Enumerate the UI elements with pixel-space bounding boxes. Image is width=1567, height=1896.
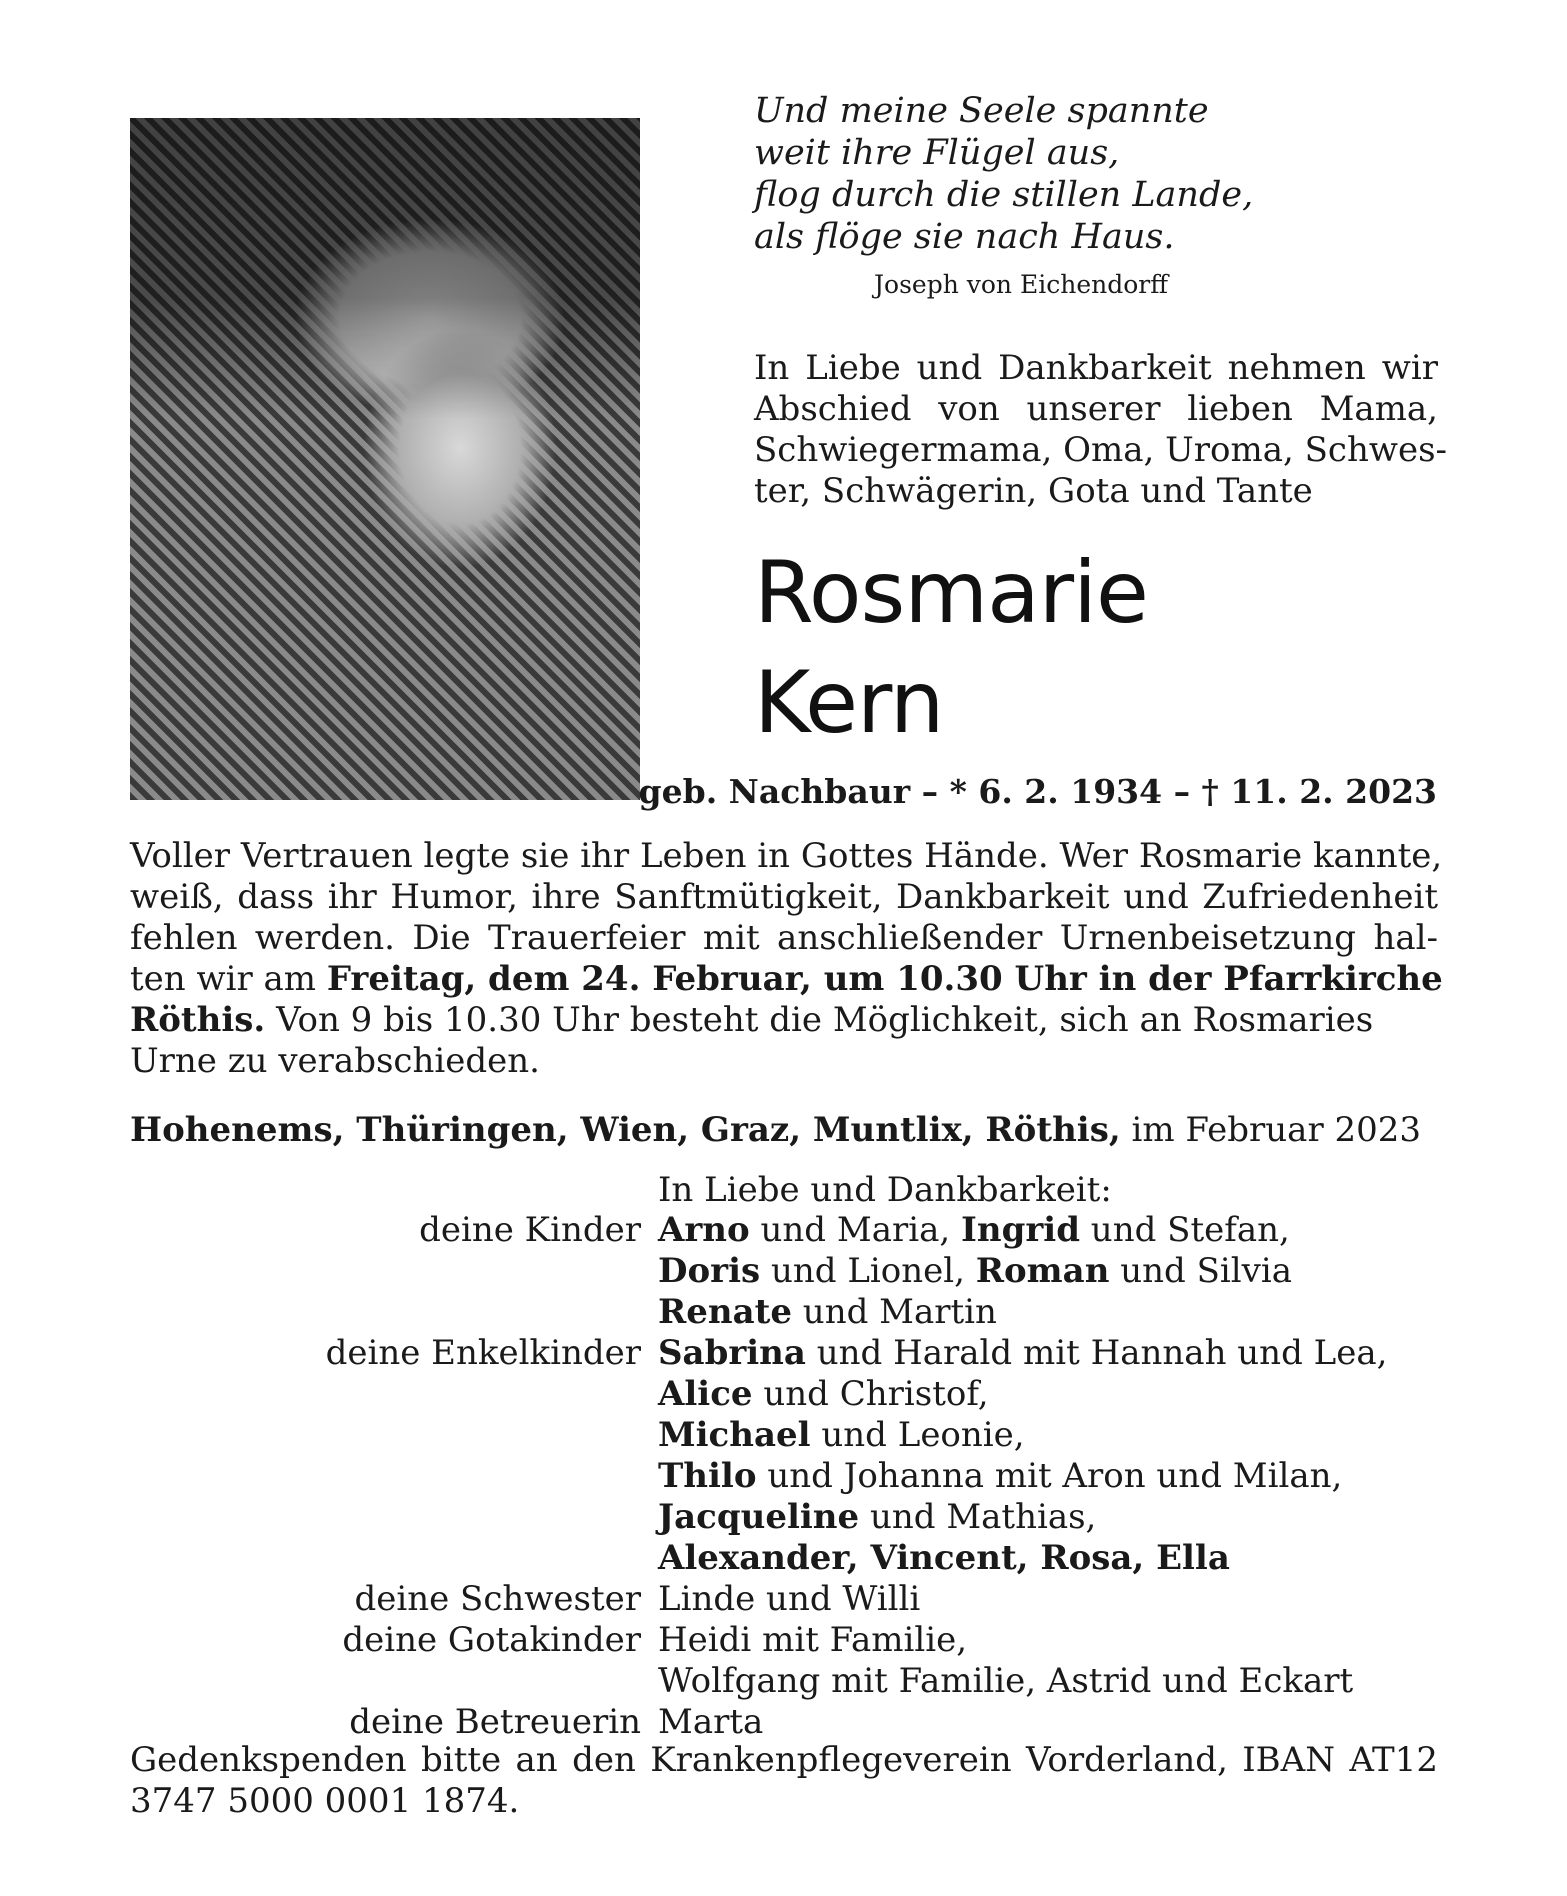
family-member-text: und Stefan, bbox=[1079, 1210, 1290, 1250]
family-names-line: Linde und Willi bbox=[658, 1579, 921, 1619]
intro-line: Abschied von unserer lieben Mama, bbox=[754, 389, 1438, 429]
family-relation-label: deine Betreuerin bbox=[349, 1702, 641, 1742]
family-member-text: und Lionel, bbox=[760, 1251, 976, 1291]
family-names-line bbox=[658, 1210, 1290, 1250]
family-member-name: Sabrina bbox=[658, 1333, 806, 1373]
poem-author: Joseph von Eichendorff bbox=[874, 270, 1168, 299]
place-cities: Hohenems, Thüringen, Wien, Graz, Muntlix, Röthis, bbox=[130, 1110, 1121, 1150]
footer-line: Gedenkspenden bitte an den Krankenpflegeverein Vorderland, IBAN AT12 bbox=[130, 1740, 1438, 1780]
family-relation-label: deine Enkelkinder bbox=[325, 1333, 641, 1373]
intro-line: ter, Schwägerin, Gota und Tante bbox=[754, 471, 1313, 511]
ceremony-date: Freitag, dem 24. Februar, um 10.30 Uhr in der Pfarrkirche bbox=[326, 959, 1443, 999]
family-names-line: Marta bbox=[658, 1702, 764, 1742]
life-dates: geb. Nachbaur – * 6. 2. 1934 – † 11. 2. 2023 bbox=[638, 772, 1437, 811]
poem-line: flog durch die stillen Lande, bbox=[754, 175, 1254, 215]
body-line bbox=[130, 959, 1443, 1000]
last-name: Kern bbox=[754, 653, 944, 753]
intro-text bbox=[754, 348, 1447, 512]
family-member-text: und Martin bbox=[791, 1292, 997, 1332]
family-names-line bbox=[658, 1456, 1342, 1496]
footer-line: 3747 5000 0001 1874. bbox=[130, 1781, 520, 1821]
family-member-name: Doris bbox=[658, 1251, 761, 1291]
intro-line: Schwiegermama, Oma, Uroma, Schwes- bbox=[754, 430, 1447, 470]
poem-line: Und meine Seele spannte bbox=[754, 91, 1209, 131]
family-relation-label: deine Gotakinder bbox=[342, 1620, 641, 1660]
family-member-name: Renate bbox=[658, 1292, 792, 1332]
family-member-text: und Mathias, bbox=[859, 1497, 1097, 1537]
family-member-text: und Silvia bbox=[1109, 1251, 1292, 1291]
poem-line: als flöge sie nach Haus. bbox=[754, 217, 1175, 257]
body-line: Voller Vertrauen legte sie ihr Leben in Gottes Hände. Wer Rosmarie kannte, bbox=[130, 836, 1443, 876]
family-names-line bbox=[658, 1538, 1230, 1578]
family-member-name: Ingrid bbox=[960, 1210, 1080, 1250]
family-relation-label: deine Schwester bbox=[354, 1579, 641, 1619]
ceremony-place: Röthis. bbox=[130, 1000, 266, 1040]
body-line: fehlen werden. Die Trauerfeier mit anschließender Urnenbeisetzung hal- bbox=[130, 918, 1438, 958]
family-member-name: Thilo bbox=[658, 1456, 757, 1496]
family-names-line bbox=[658, 1497, 1096, 1537]
family-relation-label: deine Kinder bbox=[419, 1210, 641, 1250]
family-member-name: Alexander, Vincent, Rosa, Ella bbox=[658, 1538, 1230, 1578]
first-name: Rosmarie bbox=[754, 543, 1148, 643]
body-line bbox=[130, 1000, 1438, 1041]
obituary-body bbox=[130, 836, 1443, 1082]
family-member-text: und Leonie, bbox=[810, 1415, 1025, 1455]
family-member-name: Arno bbox=[658, 1210, 750, 1250]
place-date: im Februar 2023 bbox=[1120, 1110, 1422, 1150]
family-member-text: und Christof, bbox=[752, 1374, 989, 1414]
family-member-name: Michael bbox=[658, 1415, 811, 1455]
deceased-name bbox=[754, 538, 1148, 758]
family-member-text: und Harald mit Hannah und Lea, bbox=[805, 1333, 1388, 1373]
family-names-line bbox=[658, 1333, 1387, 1373]
family-names-line bbox=[658, 1374, 989, 1414]
family-names-line: Heidi mit Familie, bbox=[658, 1620, 968, 1660]
poem-line: weit ihre Flügel aus, bbox=[754, 133, 1120, 173]
donation-note bbox=[130, 1740, 1438, 1822]
family-member-text: und Johanna mit Aron und Milan, bbox=[756, 1456, 1343, 1496]
body-text: Von 9 bis 10.30 Uhr besteht die Möglichkeit, sich an Rosmaries bbox=[265, 1000, 1374, 1040]
family-names-line bbox=[658, 1251, 1292, 1291]
intro-line: In Liebe und Dankbarkeit nehmen wir bbox=[754, 348, 1438, 388]
body-line: weiß, dass ihr Humor, ihre Sanftmütigkeit, Dankbarkeit und Zufriedenheit bbox=[130, 877, 1438, 917]
thanks-heading: In Liebe und Dankbarkeit: bbox=[658, 1170, 1112, 1210]
poem bbox=[754, 90, 1253, 258]
place-date-line bbox=[130, 1110, 1421, 1150]
family-member-name: Alice bbox=[658, 1374, 753, 1414]
body-text: ten wir am bbox=[130, 959, 327, 999]
portrait-photo bbox=[130, 118, 640, 800]
body-line: Urne zu verabschieden. bbox=[130, 1041, 540, 1081]
family-names-line bbox=[658, 1415, 1025, 1455]
family-member-name: Roman bbox=[975, 1251, 1110, 1291]
family-names-line bbox=[658, 1292, 997, 1332]
family-member-name: Jacqueline bbox=[658, 1497, 860, 1537]
family-member-text: und Maria, bbox=[749, 1210, 961, 1250]
family-names-line: Wolfgang mit Familie, Astrid und Eckart bbox=[658, 1661, 1354, 1701]
